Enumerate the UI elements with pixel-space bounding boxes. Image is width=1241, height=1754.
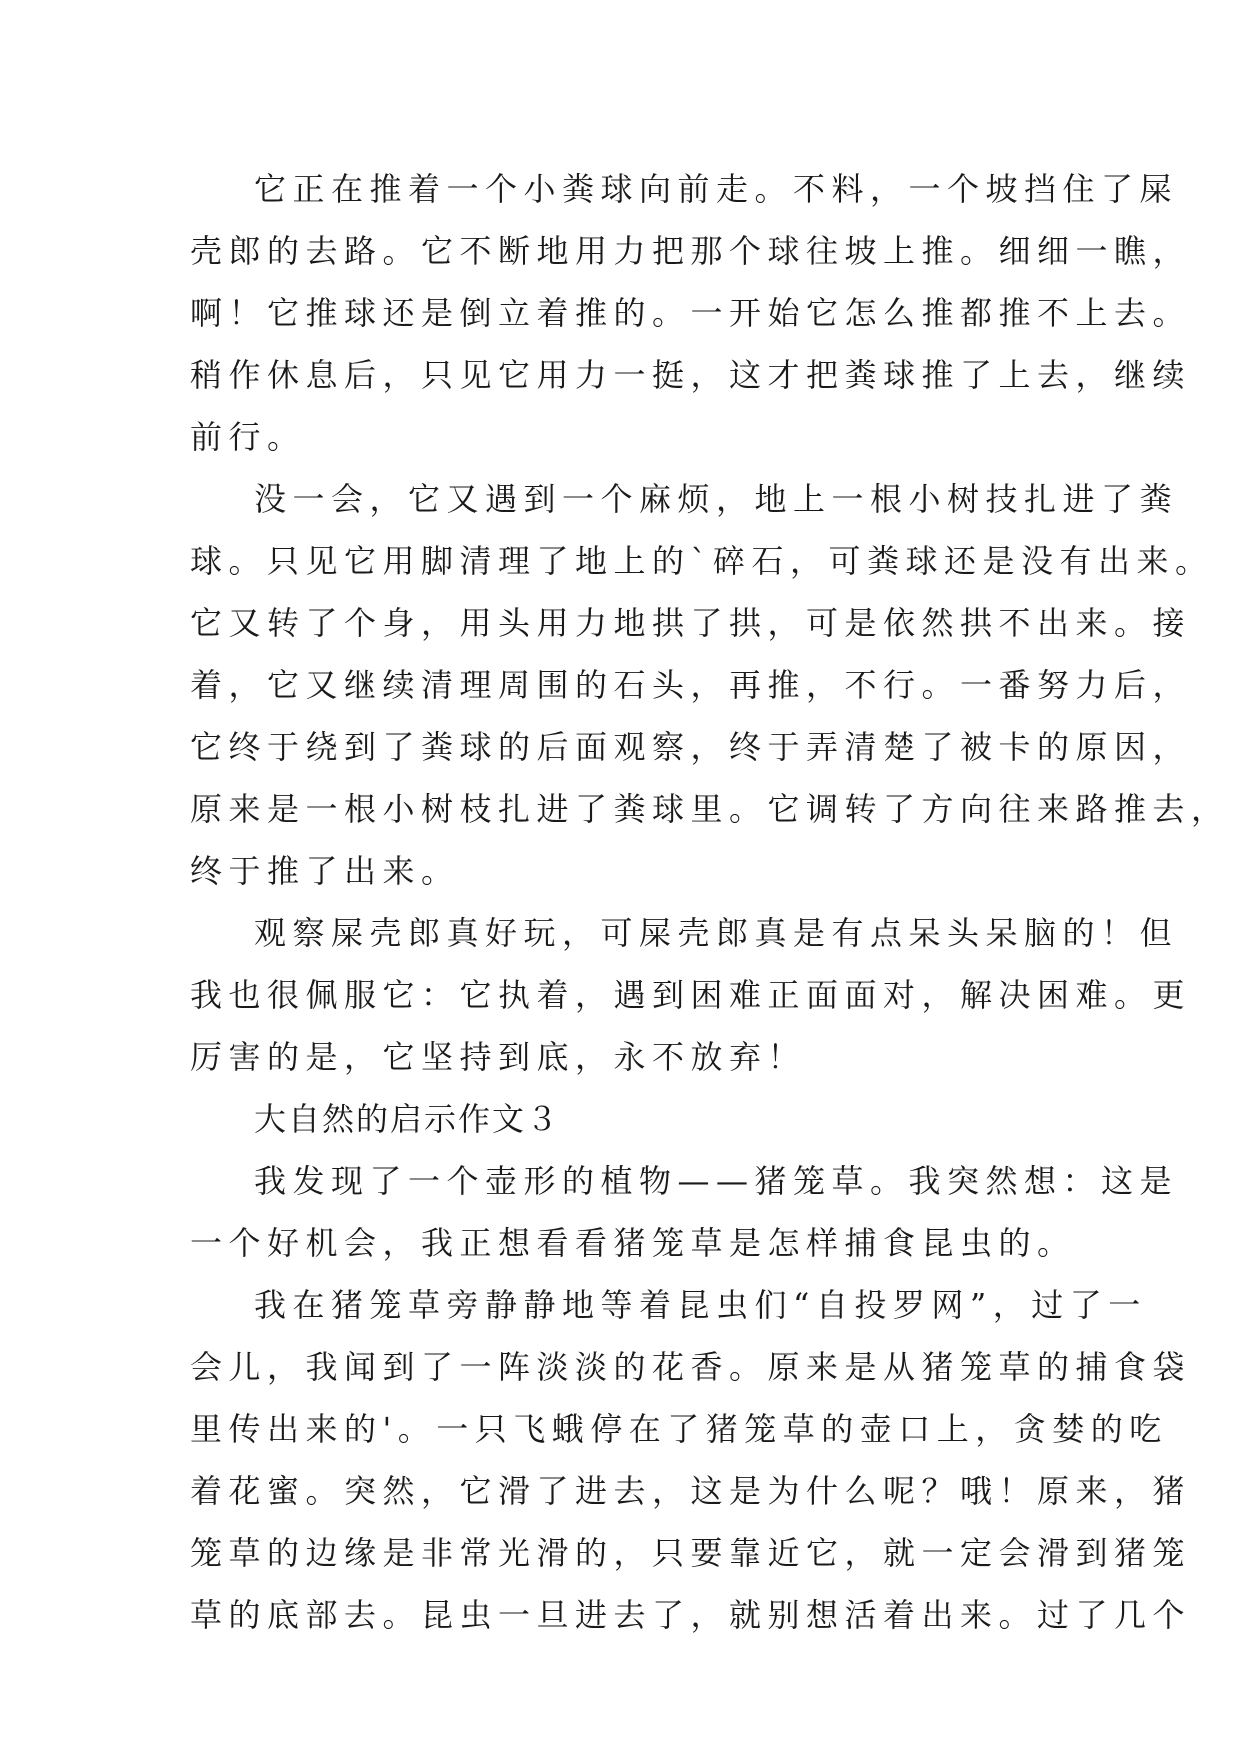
text-line: 观察屎壳郎真好玩，可屎壳郎真是有点呆头呆脑的！但 — [254, 914, 1179, 952]
text-line: 草的底部去。昆虫一旦进去了，就别想活着出来。过了几个 — [190, 1596, 1192, 1634]
text-line: 壳郎的去路。它不断地用力把那个球往坡上推。细细一瞧， — [190, 232, 1192, 270]
text-line: 着花蜜。突然，它滑了进去，这是为什么呢？哦！原来，猪 — [190, 1472, 1192, 1510]
text-line: 前行。 — [190, 418, 306, 456]
text-line: 厉害的是，它坚持到底，永不放弃！ — [190, 1038, 807, 1076]
text-line: 没一会，它又遇到一个麻烦，地上一根小树技扎进了粪 — [254, 480, 1179, 518]
text-line: 它又转了个身，用头用力地拱了拱，可是依然拱不出来。接 — [190, 604, 1192, 642]
text-line: 它终于绕到了粪球的后面观察，终于弄清楚了被卡的原因， — [190, 728, 1192, 766]
text-line: 我在猪笼草旁静静地等着昆虫们“自投罗网”，过了一 — [254, 1286, 1147, 1324]
text-line: 稍作休息后，只见它用力一挺，这才把粪球推了上去，继续 — [190, 356, 1192, 394]
text-line: 啊！它推球还是倒立着推的。一开始它怎么推都推不上去。 — [190, 294, 1192, 332]
text-line: 我也很佩服它：它执着，遇到困难正面面对，解决困难。更 — [190, 976, 1192, 1014]
text-line: 里传出来的'。一只飞蛾停在了猪笼草的壶口上，贪婪的吃 — [190, 1410, 1168, 1448]
section-heading: 大自然的启示作文３ — [254, 1100, 561, 1138]
essay-body — [190, 158, 1230, 1646]
text-line: 一个好机会，我正想看看猪笼草是怎样捕食昆虫的。 — [190, 1224, 1076, 1262]
text-line: 会儿，我闻到了一阵淡淡的花香。原来是从猪笼草的捕食袋 — [190, 1348, 1192, 1386]
text-line: 原来是一根小树枝扎进了粪球里。它调转了方向往来路推去， — [190, 790, 1230, 828]
text-line: 笼草的边缘是非常光滑的，只要靠近它，就一定会滑到猪笼 — [190, 1534, 1192, 1572]
text-line: 终于推了出来。 — [190, 852, 460, 890]
text-line: 它正在推着一个小粪球向前走。不料，一个坡挡住了屎 — [254, 170, 1179, 208]
text-line: 我发现了一个壶形的植物——猪笼草。我突然想：这是 — [254, 1162, 1179, 1200]
text-line: 球。只见它用脚清理了地上的`碎石，可粪球还是没有出来。 — [190, 542, 1214, 580]
text-line: 着，它又继续清理周围的石头，再推，不行。一番努力后， — [190, 666, 1192, 704]
